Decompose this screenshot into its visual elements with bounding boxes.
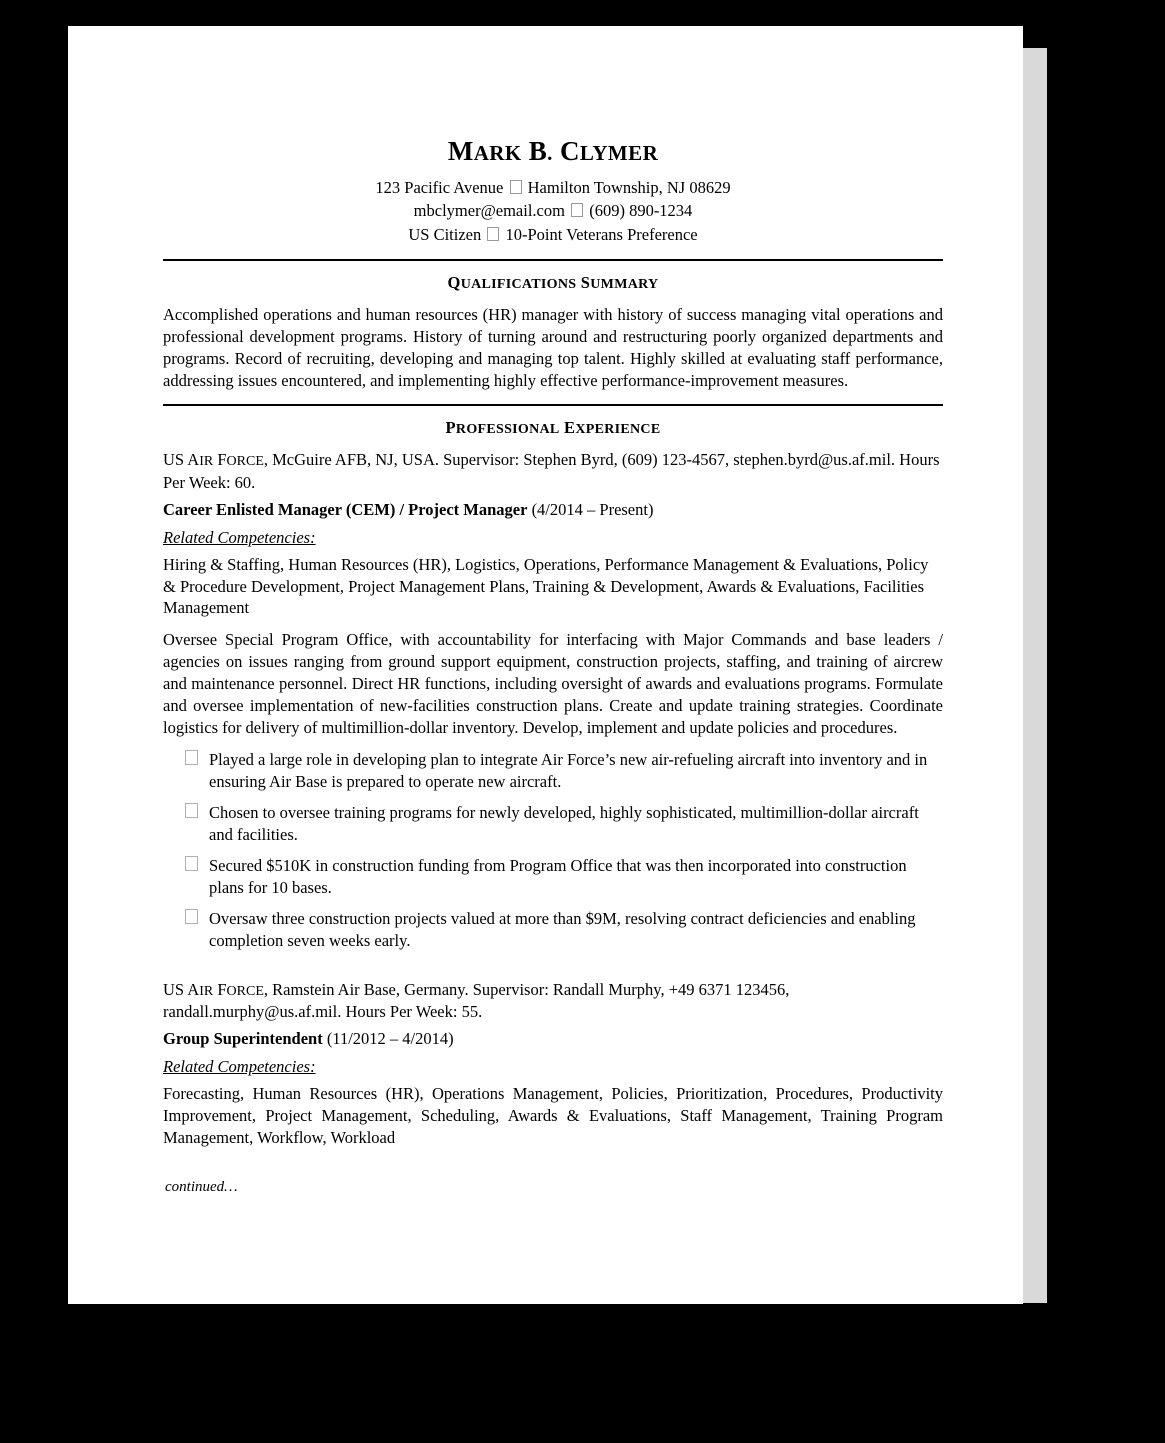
competencies-label: Related Competencies: bbox=[163, 1057, 316, 1077]
job-achievements-list bbox=[163, 749, 943, 952]
divider-middle bbox=[163, 404, 943, 406]
list-item-text: Oversaw three construction projects valued at more than $9M, resolving contract deficiencies and enabling completion seven weeks early. bbox=[209, 908, 916, 950]
job-narrative: Oversee Special Program Office, with accountability for interfacing with Major Commands and base leaders / agencies on issues ranging from ground support equipment, construction projects, staffing, and training of aircrew and maintenance personnel. Direct HR functions, including oversight of awards and evaluations programs. Formulate and oversee implementation of new-facilities construction plans. Create and update training strategies. Coordinate logistics for delivery of multimillion-dollar inventory. Develop, implement and update policies and procedures. bbox=[163, 630, 943, 738]
continued-footer: continued… bbox=[165, 1178, 239, 1195]
contact-citizenship-line bbox=[163, 223, 943, 246]
veterans-preference-text: 10-Point Veterans Preference bbox=[505, 224, 698, 244]
section-title-experience: PROFESSIONAL EXPERIENCE bbox=[445, 418, 661, 438]
section-title-qualifications: QUALIFICATIONS SUMMARY bbox=[447, 273, 659, 293]
employer-name: US AIR FORCE bbox=[163, 450, 264, 470]
city-state-zip-text: Hamilton Township, NJ 08629 bbox=[527, 178, 731, 197]
bullet-box-icon bbox=[185, 909, 198, 924]
citizenship-text: US Citizen bbox=[408, 224, 482, 244]
spacer bbox=[163, 961, 943, 979]
list-item bbox=[163, 908, 943, 952]
job-employer-line bbox=[163, 449, 943, 494]
competencies-list: Hiring & Staffing, Human Resources (HR), Logistics, Operations, Performance Management & Evaluations, Policy & Procedure Development, Project Management Plans, Training & Development, Awards & Evaluations, Facilities Management bbox=[163, 554, 929, 618]
job-title: Career Enlisted Manager (CEM) / Project Manager bbox=[163, 499, 528, 519]
candidate-name: MARK B. CLYMER bbox=[447, 136, 659, 166]
list-item bbox=[163, 802, 943, 846]
list-item-text: Chosen to oversee training programs for newly developed, highly sophisticated, multimillion-dollar aircraft and facilities. bbox=[209, 802, 919, 844]
employer-name: US AIR FORCE bbox=[163, 979, 264, 999]
contact-email-phone-line bbox=[163, 199, 943, 222]
job-title-line bbox=[163, 500, 943, 520]
qualifications-summary-paragraph: Accomplished operations and human resources (HR) manager with history of success managing vital operations and professional development programs. History of turning around and restructuring poorly organized departments and programs. Record of recruiting, developing and managing top talent. Highly skilled at evaluating staff performance, addressing issues encountered, and implementing highly effective performance-improvement measures. bbox=[163, 305, 943, 391]
bullet-box-icon bbox=[185, 803, 198, 818]
list-item-text: Played a large role in developing plan to integrate Air Force’s new air-refueling aircraft into inventory and in ensuring Air Base is prepared to operate new aircraft. bbox=[209, 750, 928, 791]
resume-page bbox=[68, 26, 1023, 1304]
address-text: 123 Pacific Avenue bbox=[375, 178, 504, 197]
list-item bbox=[163, 749, 943, 793]
job-title: Group Superintendent bbox=[163, 1029, 323, 1049]
continued-text: continued bbox=[165, 1178, 225, 1195]
job-dates: (11/2012 – 4/2014) bbox=[326, 1029, 454, 1049]
bullet-box-icon bbox=[185, 856, 198, 871]
document-body bbox=[163, 136, 943, 1196]
separator-box-icon bbox=[510, 180, 522, 194]
separator-box-icon bbox=[571, 203, 583, 217]
list-item bbox=[163, 855, 943, 899]
competencies-list: Forecasting, Human Resources (HR), Operations Management, Policies, Prioritization, Procedures, Productivity Improvement, Project Management, Scheduling, Awards & Evaluations, Staff Management, Training Program Management, Workflow, Workload bbox=[163, 1084, 943, 1147]
job-employer-line bbox=[163, 979, 943, 1024]
page-title bbox=[163, 136, 943, 167]
job-dates: (4/2014 – Present) bbox=[531, 499, 654, 519]
bullet-box-icon bbox=[185, 750, 198, 765]
contact-address-line bbox=[163, 176, 943, 199]
phone-text: (609) 890-1234 bbox=[589, 201, 693, 221]
divider-top bbox=[163, 259, 943, 261]
competencies-label-text: Related Competencies bbox=[163, 527, 311, 547]
employer-details: , McGuire AFB, NJ, USA. Supervisor: Stephen Byrd, (609) 123-4567, stephen.byrd@us.af.mil. Hours Per Week: 60. bbox=[163, 450, 940, 492]
job-title-line bbox=[163, 1029, 943, 1049]
list-item-text: Secured $510K in construction funding from Program Office that was then incorporated into construction plans for 10 bases. bbox=[209, 855, 907, 897]
competencies-label-text: Related Competencies bbox=[163, 1057, 311, 1077]
email-text: mbclymer@email.com bbox=[413, 201, 565, 221]
employer-details: , Ramstein Air Base, Germany. Supervisor: Randall Murphy, +49 6371 123456, randall.murphy@us.af.mil. Hours Per Week: 55. bbox=[163, 979, 790, 1022]
competencies-label: Related Competencies: bbox=[163, 527, 316, 547]
separator-box-icon bbox=[487, 227, 499, 241]
